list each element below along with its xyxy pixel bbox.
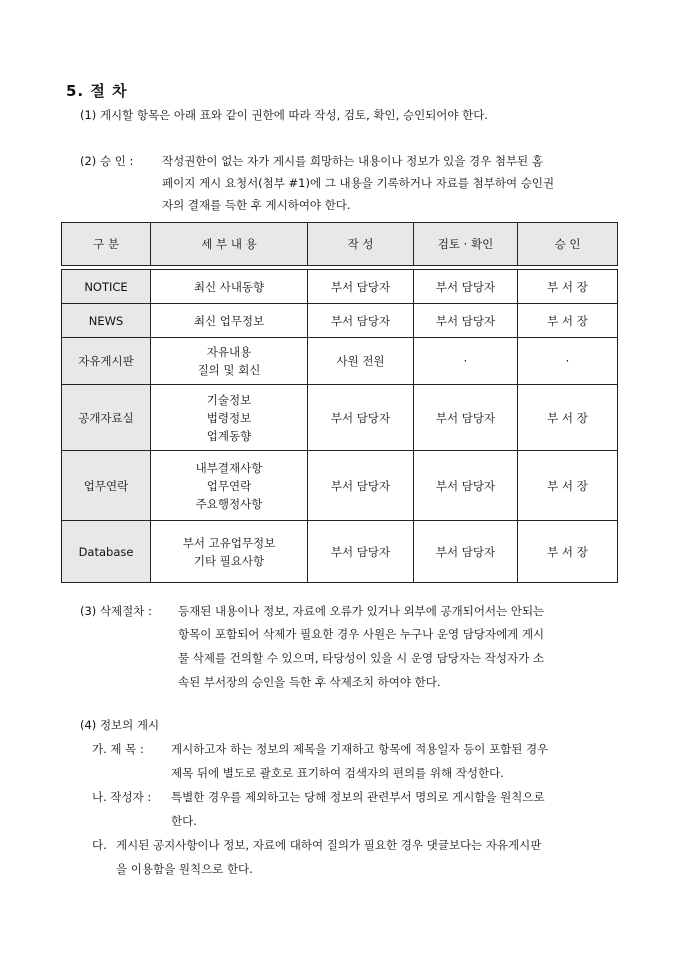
table-row bbox=[62, 338, 618, 385]
row-approve: 부 서 장 bbox=[518, 270, 618, 304]
row-approve: 부 서 장 bbox=[518, 385, 618, 451]
detail-line: 최신 사내동향 bbox=[193, 279, 265, 294]
row-details bbox=[151, 521, 308, 583]
deletion-line-1: 등재된 내용이나 정보, 자료에 오류가 있거나 외부에 공개되어서는 안되는 bbox=[178, 604, 545, 618]
posting-item-line: 게시하고자 하는 정보의 제목을 기재하고 항목에 적용일자 등이 포함된 경우 bbox=[171, 742, 549, 756]
detail-line: 기술정보 bbox=[206, 392, 252, 407]
row-author: 부서 담당자 bbox=[308, 451, 414, 521]
posting-item-label: 다. bbox=[92, 838, 107, 852]
detail-line: 주요행정사항 bbox=[195, 496, 263, 511]
detail-line: 최신 업무정보 bbox=[193, 313, 265, 328]
detail-line: 내부결재사항 bbox=[195, 460, 263, 475]
row-details bbox=[151, 385, 308, 451]
row-review: · bbox=[414, 338, 518, 385]
row-category: 자유게시판 bbox=[62, 338, 151, 385]
detail-line: 법령정보 bbox=[206, 410, 252, 425]
row-review: 부서 담당자 bbox=[414, 304, 518, 338]
row-approve: 부 서 장 bbox=[518, 521, 618, 583]
row-author: 부서 담당자 bbox=[308, 385, 414, 451]
section-title: 5. 절 차 bbox=[66, 82, 128, 100]
permission-table bbox=[61, 222, 618, 583]
deletion-label: (3) 삭제절차 : bbox=[80, 604, 152, 618]
table-row bbox=[62, 521, 618, 583]
detail-line: 질의 및 회신 bbox=[197, 363, 261, 377]
table-row bbox=[62, 451, 618, 521]
detail-line: 업계동향 bbox=[206, 428, 252, 443]
posting-item-line: 게시된 공지사항이나 정보, 자료에 대하여 질의가 필요한 경우 댓글보다는 자유게시판 bbox=[116, 838, 542, 852]
posting-heading: (4) 정보의 게시 bbox=[80, 718, 160, 732]
header-category: 구 분 bbox=[62, 223, 151, 266]
row-details bbox=[151, 451, 308, 521]
row-review: 부서 담당자 bbox=[414, 385, 518, 451]
posting-item-line: 제목 뒤에 별도로 괄호로 표기하여 검색자의 편의를 위해 작성한다. bbox=[171, 766, 504, 780]
detail-line: 업무연락 bbox=[206, 478, 252, 493]
table-row bbox=[62, 304, 618, 338]
row-details bbox=[151, 304, 308, 338]
row-details bbox=[151, 270, 308, 304]
row-review: 부서 담당자 bbox=[414, 451, 518, 521]
row-category: NOTICE bbox=[62, 270, 151, 304]
row-approve: 부 서 장 bbox=[518, 304, 618, 338]
row-details bbox=[151, 338, 308, 385]
row-author: 부서 담당자 bbox=[308, 521, 414, 583]
row-category: 공개자료실 bbox=[62, 385, 151, 451]
row-approve: 부 서 장 bbox=[518, 451, 618, 521]
posting-item-line: 을 이용함을 원칙으로 한다. bbox=[116, 862, 253, 876]
row-author: 부서 담당자 bbox=[308, 304, 414, 338]
approval-line-1: 작성권한이 없는 자가 게시를 희망하는 내용이나 정보가 있을 경우 첨부된 홈 bbox=[162, 154, 543, 168]
row-review: 부서 담당자 bbox=[414, 521, 518, 583]
header-review: 검토 · 확인 bbox=[414, 223, 518, 266]
posting-item-label: 가. 제 목 : bbox=[92, 742, 144, 756]
row-category: Database bbox=[62, 521, 151, 583]
posting-item-line: 한다. bbox=[171, 814, 197, 828]
deletion-line-4: 속된 부서장의 승인을 득한 후 삭제조치 하여야 한다. bbox=[178, 675, 441, 689]
table-header-row bbox=[62, 223, 618, 266]
approval-line-2: 페이지 게시 요청서(첨부 #1)에 그 내용을 기록하거나 자료를 첨부하여 승인권 bbox=[162, 176, 555, 190]
header-details: 세 부 내 용 bbox=[151, 223, 308, 266]
detail-line: 부서 고유업무정보 bbox=[182, 535, 276, 550]
header-approve: 승 인 bbox=[518, 223, 618, 266]
table-row bbox=[62, 385, 618, 451]
posting-item-line: 특별한 경우를 제외하고는 당해 정보의 관련부서 명의로 게시함을 원칙으로 bbox=[171, 790, 545, 804]
row-review: 부서 담당자 bbox=[414, 270, 518, 304]
table-row bbox=[62, 270, 618, 304]
row-category: NEWS bbox=[62, 304, 151, 338]
header-author: 작 성 bbox=[308, 223, 414, 266]
detail-line: 자유내용 bbox=[206, 345, 252, 359]
posting-item-label: 나. 작성자 : bbox=[92, 790, 152, 804]
approval-line-3: 자의 결재를 득한 후 게시하여야 한다. bbox=[162, 198, 351, 212]
row-approve: · bbox=[518, 338, 618, 385]
deletion-line-2: 항목이 포함되어 삭제가 필요한 경우 사원은 누구나 운영 담당자에게 게시 bbox=[178, 627, 545, 641]
detail-line: 기타 필요사항 bbox=[193, 553, 265, 568]
row-category: 업무연락 bbox=[62, 451, 151, 521]
row-author: 부서 담당자 bbox=[308, 270, 414, 304]
intro-paragraph: (1) 게시할 항목은 아래 표와 같이 권한에 따라 작성, 검토, 확인, 승인되어야 한다. bbox=[80, 108, 489, 122]
approval-label: (2) 승 인 : bbox=[80, 154, 134, 168]
row-author: 사원 전원 bbox=[308, 338, 414, 385]
deletion-line-3: 물 삭제를 건의할 수 있으며, 타당성이 있을 시 운영 담당자는 작성자가 소 bbox=[178, 651, 545, 665]
